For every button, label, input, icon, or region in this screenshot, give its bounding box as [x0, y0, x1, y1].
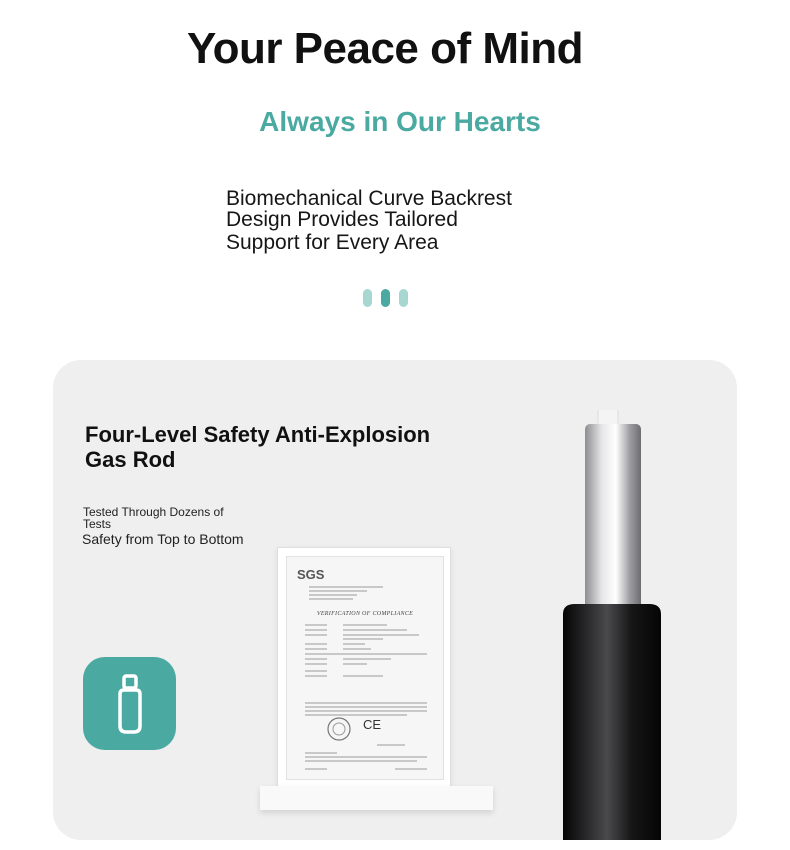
description-line: Support for Every Area	[226, 231, 439, 254]
ce-mark: CE	[363, 717, 382, 732]
safety-text: Safety from Top to Bottom	[82, 531, 244, 547]
feature-card	[53, 360, 737, 840]
carousel-dot[interactable]	[399, 289, 408, 307]
certificate-text-lines	[287, 557, 443, 779]
page-title: Your Peace of Mind	[186, 24, 584, 73]
gas-cylinder-icon	[110, 672, 150, 736]
feature-title	[85, 422, 475, 472]
gas-cylinder-icon-badge	[83, 657, 176, 750]
feature-description	[226, 188, 586, 253]
certificate-heading: VERIFICATION OF COMPLIANCE	[316, 611, 414, 617]
carousel-dot-active[interactable]	[381, 289, 390, 307]
certificate-document	[286, 556, 444, 780]
carousel-dot[interactable]	[363, 289, 372, 307]
description-line: Biomechanical Curve Backrest	[226, 187, 512, 210]
gas-rod-image	[553, 410, 673, 840]
feature-title-line: Gas Rod	[85, 447, 176, 472]
page-subtitle: Always in Our Hearts	[259, 106, 541, 137]
certificate-stand	[260, 786, 493, 810]
sgs-certificate-frame	[277, 547, 451, 787]
feature-title-line: Four-Level Safety Anti-Explosion	[85, 422, 431, 447]
sgs-logo: SGS	[297, 567, 325, 582]
description-line: Design Provides Tailored	[226, 208, 458, 231]
tested-text: Tested Through Dozens of Tests	[83, 505, 224, 531]
